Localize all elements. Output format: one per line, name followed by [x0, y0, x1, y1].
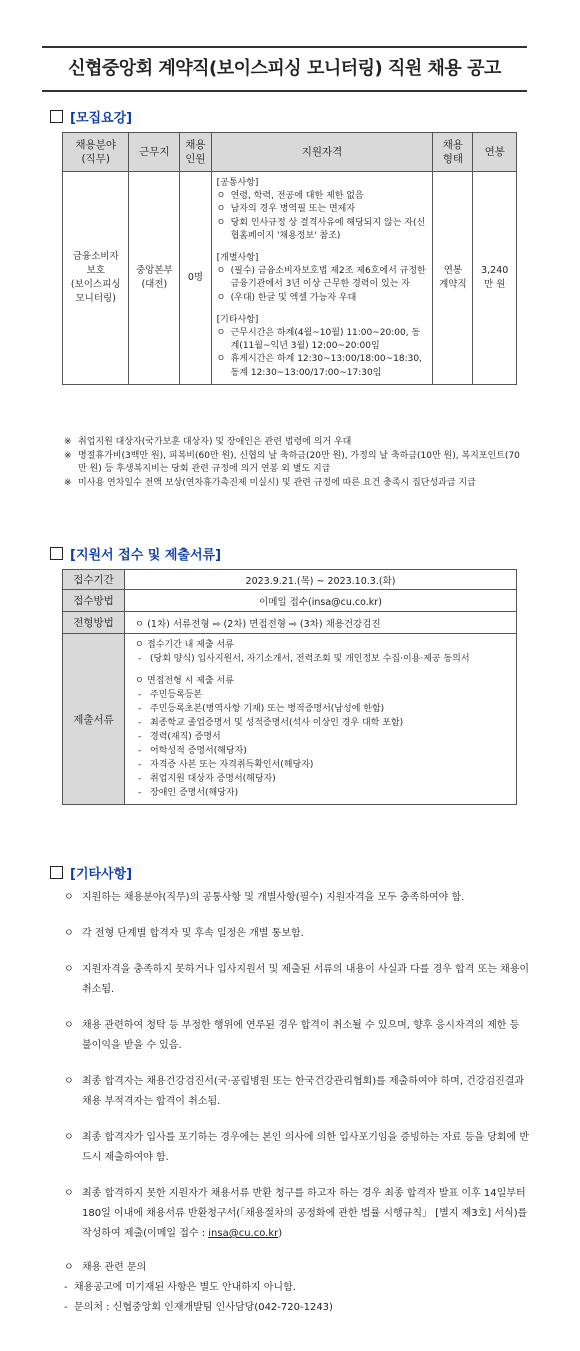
list-item: ㅇ 최종 합격자가 입사를 포기하는 경우에는 본인 의사에 의한 입사포기임을 증빙하는 자료 등을 당회에 반드시 제출하여야 함.: [64, 1132, 530, 1163]
qual-item: ㅇ 남자의 경우 병역필 또는 면제자: [216, 204, 356, 215]
value-process: ㅇ (1차) 서류전형 ⇨ (2차) 면접전형 ⇨ (3차) 채용건강검진: [125, 612, 517, 634]
contact-item: - 채용공고에 미기재된 사항은 별도 안내하지 아니함.: [64, 1282, 296, 1293]
doc-heading: ㅇ 면접전형 시 제출 서류: [135, 676, 234, 686]
qual-item: ㅇ 당회 인사규정 상 결격사유에 해당되지 않는 자(신협홈페이지 '채용정보' 참조): [216, 217, 426, 241]
doc-item: - 주민등록초본(병역사항 기재) 또는 병적증명서(남성에 한함): [138, 704, 385, 714]
qual-item: ㅇ 휴게시간은 하계 12:30~13:00/18:00~18:30, 동계 12:30~13:00/17:00~17:30임: [216, 354, 422, 378]
list-item: ㅇ 채용 관련하여 청탁 등 부정한 행위에 연루된 경우 합격이 취소될 수 있으며, 향후 응시자격의 제한 등 불이익을 받을 수 있음.: [64, 1020, 520, 1051]
section-heading-label: [지원서 접수 및 제출서류]: [70, 548, 222, 563]
contact-heading: ㅇ 채용 관련 문의: [64, 1262, 147, 1273]
table-row: [63, 590, 517, 612]
checkbox-square-icon: [50, 110, 63, 123]
list-item: ㅇ 최종 합격자는 채용건강검진서(국·공립병원 또는 한국건강관리협회)를 제출하여야 하며, 건강검진결과 채용 부적격자는 합격이 취소됨.: [64, 1076, 525, 1107]
header-count: 채용 인원: [180, 133, 211, 172]
label-documents: 제출서류: [63, 634, 125, 805]
other-items-list: [64, 888, 532, 1318]
value-method: 이메일 접수(insa@cu.co.kr): [125, 590, 517, 612]
doc-item: - 경력(재직) 증명서: [138, 732, 221, 742]
qual-heading: [공통사항]: [216, 178, 259, 188]
doc-item: - 주민등록등본: [138, 690, 203, 700]
doc-item: - 장애인 증명서(해당자): [138, 788, 239, 798]
label-method: 접수방법: [63, 590, 125, 612]
contact-item: - 문의처 : 신협중앙회 인재개발팀 인사담당(042-720-1243): [64, 1302, 333, 1313]
qual-individual: [217, 252, 429, 305]
section-heading-recruitment: [50, 107, 132, 126]
label-process: 전형방법: [63, 612, 125, 634]
qual-other: [217, 314, 429, 380]
recruitment-table: [62, 132, 517, 385]
list-item: ㅇ 지원하는 채용분야(직무)의 공통사항 및 개별사항(필수) 지원자격을 모두 충족하여야 함.: [64, 892, 465, 903]
section-heading-other: [50, 863, 132, 882]
checkbox-square-icon: [50, 547, 63, 560]
cell-type: 연봉 계약직: [433, 172, 473, 385]
value-period: 2023.9.21.(목) ~ 2023.10.3.(화): [125, 570, 517, 590]
page-title: 신협중앙회 계약직(보이스피싱 모니터링) 직원 채용 공고: [68, 58, 501, 79]
cell-count: 0명: [180, 172, 211, 385]
cell-field: 금융소비자 보호 (보이스피싱 모니터링): [63, 172, 129, 385]
header-qualifications: 지원자격: [211, 133, 433, 172]
table-row: [63, 612, 517, 634]
header-type: 채용 형태: [433, 133, 473, 172]
note-item: ※ 취업지원 대상자(국가보훈 대상자) 및 장애인은 관련 법령에 의거 우대: [64, 437, 352, 447]
checkbox-square-icon: [50, 866, 63, 879]
list-item: ㅇ 지원자격을 충족하지 못하거나 입사지원서 및 제출된 서류의 내용이 사실과 다를 경우 합격 또는 채용이 취소됨.: [64, 964, 530, 995]
section-heading-label: [모집요강]: [70, 111, 133, 126]
contact-block: [64, 1258, 532, 1318]
section-heading-label: [기타사항]: [70, 867, 133, 882]
qual-common: [217, 177, 429, 243]
table-row: [63, 634, 517, 805]
cell-salary: 3,240 만 원: [473, 172, 517, 385]
qual-item: ㅇ 연령, 학력, 전공에 대한 제한 없음: [216, 191, 364, 202]
section-heading-application: [50, 544, 221, 563]
doc-item: - 어학성적 증명서(해당자): [138, 746, 247, 756]
header-location: 근무지: [129, 133, 180, 172]
qual-heading: [기타사항]: [216, 314, 259, 325]
label-period: 접수기간: [63, 570, 125, 590]
doc-heading: ㅇ 접수기간 내 제출 서류: [135, 640, 234, 650]
table-header-row: [63, 133, 517, 172]
qual-heading: [개별사항]: [216, 253, 259, 264]
email-link[interactable]: insa@cu.co.kr: [208, 1228, 279, 1239]
header-field: 채용분야 (직무): [63, 133, 129, 172]
documents-cell: [125, 634, 517, 805]
qual-item: ㅇ (필수) 금융소비자보호법 제2조 제6호에서 규정한 금융기관에서 3년 이상 근무한 경력이 있는 자: [216, 266, 426, 290]
doc-item: - 취업지원 대상자 증명서(해당자): [138, 774, 276, 784]
list-item: ㅇ 최종 합격하지 못한 지원자가 채용서류 반환 청구를 하고자 하는 경우 최종 합격자 발표 이후 14일부터 180일 이내에 채용서류 반환청구서(「채용절차의 공정화에 관한 법률 시행규칙」 [별지 제3호] 서식)를 작성하여 제출(이메일 접수 : insa@cu.co.kr): [64, 1188, 528, 1239]
cell-qualifications: [211, 172, 433, 385]
qual-item: ㅇ (우대) 한글 및 엑셀 가능자 우대: [216, 292, 357, 303]
application-table: [62, 569, 517, 805]
table-row: [63, 172, 517, 385]
title-box: [42, 46, 527, 92]
table-row: [63, 570, 517, 590]
doc-item: - 자격증 사본 또는 자격취득확인서(해당자): [138, 760, 314, 770]
note-item: ※ 명절휴가비(3백만 원), 피복비(60만 원), 신협의 날 축하금(20만 원), 가정의 날 축하금(10만 원), 복지포인트(70만 원) 등 후생복지비는 당회 관련 규정에 의거 연봉 외 별도 지급: [64, 450, 520, 474]
doc-item: - 최종학교 졸업증명서 및 성적증명서(석사 이상인 경우 대학 포함): [138, 718, 404, 728]
cell-location: 중앙본부 (대전): [129, 172, 180, 385]
list-item: ㅇ 각 전형 단계별 합격자 및 후속 일정은 개별 통보함.: [64, 928, 304, 939]
doc-item: - (당회 양식) 입사지원서, 자기소개서, 전력조회 및 개인정보 수집·이용·제공 동의서: [138, 654, 470, 664]
notes-list: [64, 436, 524, 490]
qual-item: ㅇ 근무시간은 하계(4월~10월) 11:00~20:00, 동계(11월~익년 3월) 12:00~20:00임: [216, 328, 421, 352]
note-item: ※ 미사용 연차일수 전액 보상(연차휴가촉진제 미실시) 및 관련 규정에 따른 요건 충족시 집단성과급 지급: [64, 477, 476, 488]
header-salary: 연봉: [473, 133, 517, 172]
